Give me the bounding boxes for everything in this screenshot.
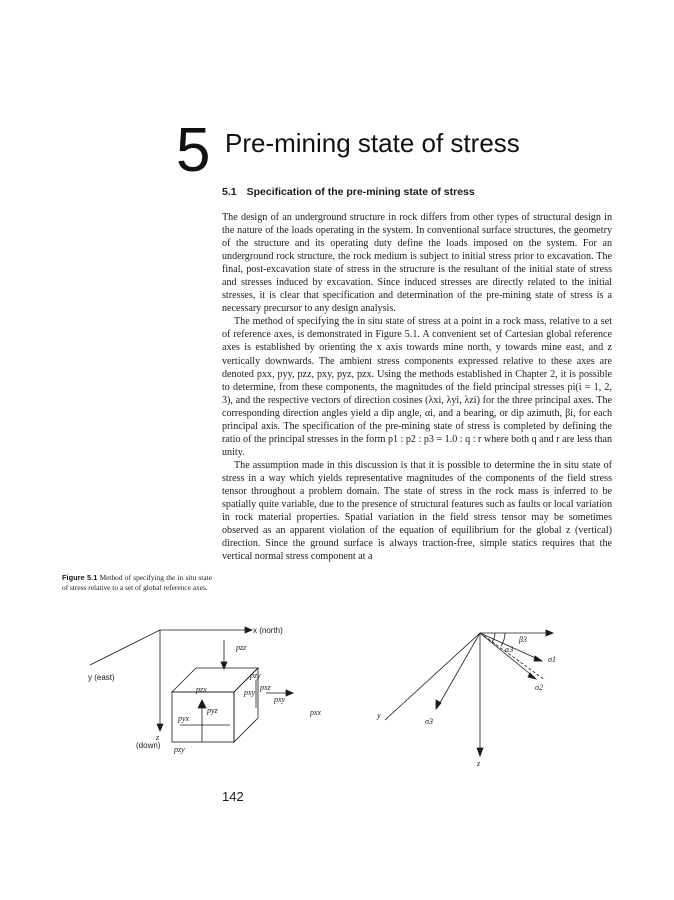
alpha-label: α3 [505,645,514,654]
sigma3-label: σ3 [425,717,433,726]
z-axis-note: (down) [136,741,161,750]
stress-label: pyz [207,706,218,715]
figure-caption-text: Method of specifying the in situ state of stress relative to a set of global reference axes. [62,573,212,592]
paragraph: The method of specifying the in situ state of stress at a point in a rock mass, relative to a set of reference axes, is demonstrated in Figure 5.1. A convenient set of Cartesian global reference axes is established by orienting the x axis towards mine north, y towards mine east, and z vertically downwards. The ambient stress components expressed relative to these axes are denoted pxx, pyy, pzz, pxy, pyz, pzx. Using the methods established in Chapter 2, it is possible to determine, from these components, the magnitudes of the field principal stresses pi(i = 1, 2, 3), and the respective vectors of direction cosines (λxi, λyi, λzi) for the three principal axes. The corresponding direction angles yield a dip angle, αi, and a bearing, or dip azimuth, βi, for each principal axis. The specification of the pre-mining state of stress is completed by defining the ratio of the principal stresses in the form p1 : p2 : p3 = 1.0 : q : r where both q and r are less than unity. [222,316,613,458]
stress-cube-figure [60,620,380,760]
sigma2-label: σ2 [535,683,543,692]
chapter-number: 5 [176,116,211,185]
body-text [222,211,612,563]
sigma1-label: σ1 [548,655,556,664]
section-title: Specification of the pre-mining state of stress [246,186,475,198]
chapter-title: Pre-mining state of stress [225,128,520,158]
paragraph: The design of an underground structure in rock differs from other types of structural design in the nature of the loads operating in the system. In conventional surface structures, the geometry of the structure and its operating duty define the loads imposed on the system. For an underground rock structure, the rock medium is subject to initial stress prior to excavation. The final, post-excavation state of stress in the structure is the resultant of the initial state of stress and stresses induced by excavation. Since induced stresses are directly related to the initial stresses, it is clear that specification and determination of the pre-mining state of stress is a necessary precursor to any design analysis. [222,212,612,315]
stress-label: pyx [178,714,190,723]
stress-label: pxy [244,688,256,697]
principal-stress-figure [375,620,575,770]
page-number: 142 [222,789,244,804]
figure-label: Figure 5.1 [62,573,98,582]
y-label: y [377,711,381,720]
x-axis-label: x (north) [253,626,283,635]
stress-label: pxy [274,695,286,704]
figure-caption [62,573,212,593]
beta-label: β3 [519,635,527,644]
section-heading [222,186,475,198]
section-number: 5.1 [222,186,237,198]
stress-label: pzy [250,671,261,680]
y-axis-label: y (east) [88,673,115,682]
stress-label: pzz [236,643,247,652]
stress-label: pxz [260,683,271,692]
paragraph: The assumption made in this discussion is that it is possible to determine the in situ state of stress in a way which yields representative magnitudes of the components of the field stress tensor throughout a problem domain. The state of stress in the rock mass is inferred to be spatially quite variable, due to the presence of structural features such as faults or local variation in rock material properties. Spatial variation in the field stress tensor may be sometimes observed as an apparent violation of the equation of equilibrium for the global z (vertical) direction. Since the ground surface is always traction-free, simple statics requires that the vertical normal stress component at a [222,459,612,563]
stress-label: pxx [310,708,322,717]
z-label: z [477,759,481,768]
stress-label: pzx [196,685,207,694]
stress-label: pzy [174,745,185,754]
z-axis-label: z [156,733,160,742]
